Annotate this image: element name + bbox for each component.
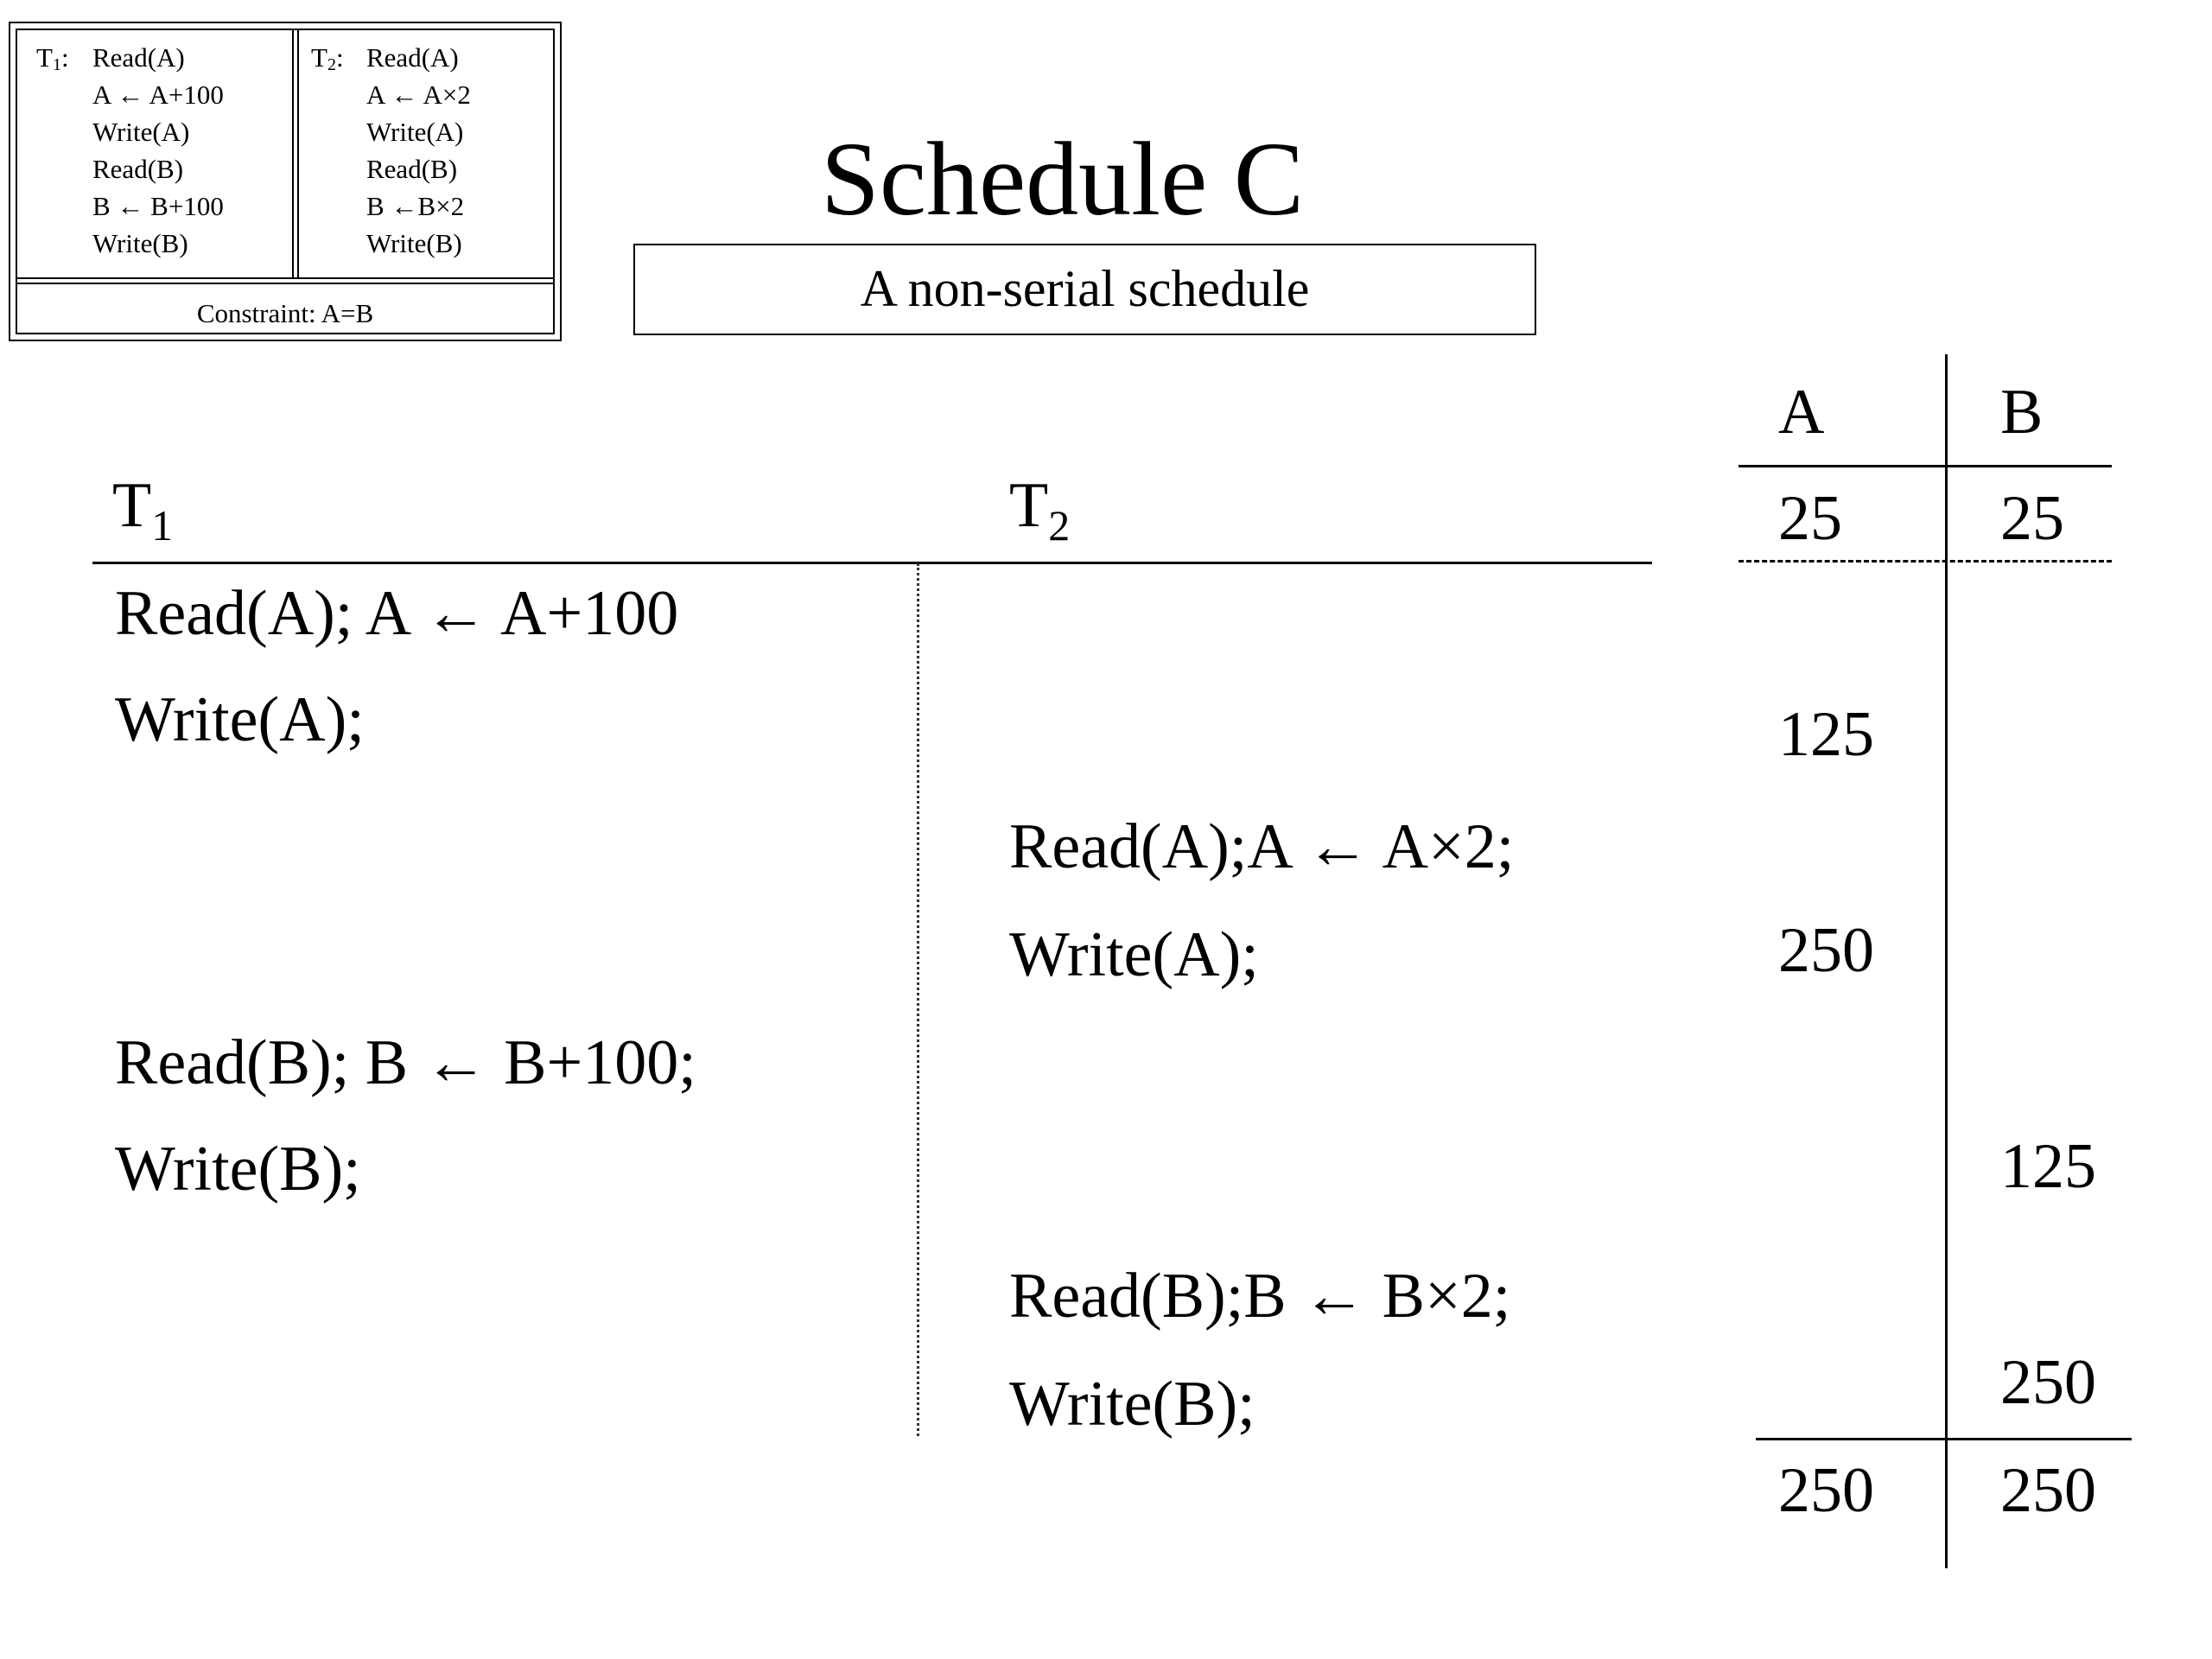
values-header-a: A: [1778, 377, 1825, 448]
ref-t1-label: $T_1$:: [36, 42, 69, 74]
value-a-initial: 25: [1778, 483, 1842, 554]
t1-step: Read(B); B ← B+100;: [115, 1027, 696, 1098]
header-rule: [92, 562, 1652, 564]
t2-step: Write(A);: [1009, 919, 1259, 990]
ref-t2-op: B ←B×2: [366, 191, 465, 221]
value-b-final: 250: [2000, 1455, 2096, 1526]
values-header-rule: [1738, 465, 2112, 467]
t2-step: Write(B);: [1009, 1369, 1255, 1440]
t2-step: Read(A);A ← A×2;: [1009, 811, 1515, 882]
t2-step: Read(B);B ← B×2;: [1009, 1261, 1511, 1332]
value-b: 125: [2000, 1131, 2096, 1202]
reference-row-divider: [17, 277, 553, 279]
ref-t1-op: Write(A): [92, 117, 190, 147]
reference-inner-frame: [16, 29, 555, 334]
values-column-divider: [1945, 354, 1948, 1568]
values-initial-rule: [1738, 560, 2112, 563]
ref-t1-op: B ← B+100: [92, 191, 224, 221]
reference-column-divider: [292, 30, 294, 277]
t1-step: Write(A);: [115, 684, 365, 755]
ref-t2-op: Read(B): [366, 154, 458, 184]
reference-column-divider: [297, 30, 299, 277]
t1-step: Read(A); A ← A+100: [115, 578, 679, 649]
constraint-label: Constraint: A=B: [196, 298, 374, 328]
column-header-t1: $T_1$: [112, 470, 174, 550]
ref-t2-op: A ← A×2: [366, 79, 471, 110]
column-header-t2: $T_2$: [1009, 470, 1071, 550]
ref-t2-op: Read(A): [366, 42, 459, 73]
transaction-reference-box: [9, 22, 562, 341]
values-final-rule: [1756, 1438, 2132, 1440]
value-a: 125: [1778, 699, 1874, 770]
column-divider: [917, 563, 919, 1436]
ref-t1-op: Read(A): [92, 42, 185, 73]
page-title: Schedule C: [821, 121, 1305, 238]
subtitle-box: A non-serial schedule: [633, 244, 1536, 335]
ref-t2-op: Write(B): [366, 228, 462, 258]
value-a: 250: [1778, 915, 1874, 986]
ref-t1-op: Read(B): [92, 154, 184, 184]
value-b-initial: 25: [2000, 483, 2064, 554]
ref-t1-op: Write(B): [92, 228, 188, 258]
values-header-b: B: [2000, 377, 2044, 448]
value-b: 250: [2000, 1347, 2096, 1418]
t1-step: Write(B);: [115, 1134, 361, 1205]
ref-t2-label: $T_2$:: [311, 42, 344, 74]
ref-t1-op: A ← A+100: [92, 79, 224, 110]
reference-row-divider: [17, 283, 553, 284]
value-a-final: 250: [1778, 1455, 1874, 1526]
ref-t2-op: Write(A): [366, 117, 464, 147]
